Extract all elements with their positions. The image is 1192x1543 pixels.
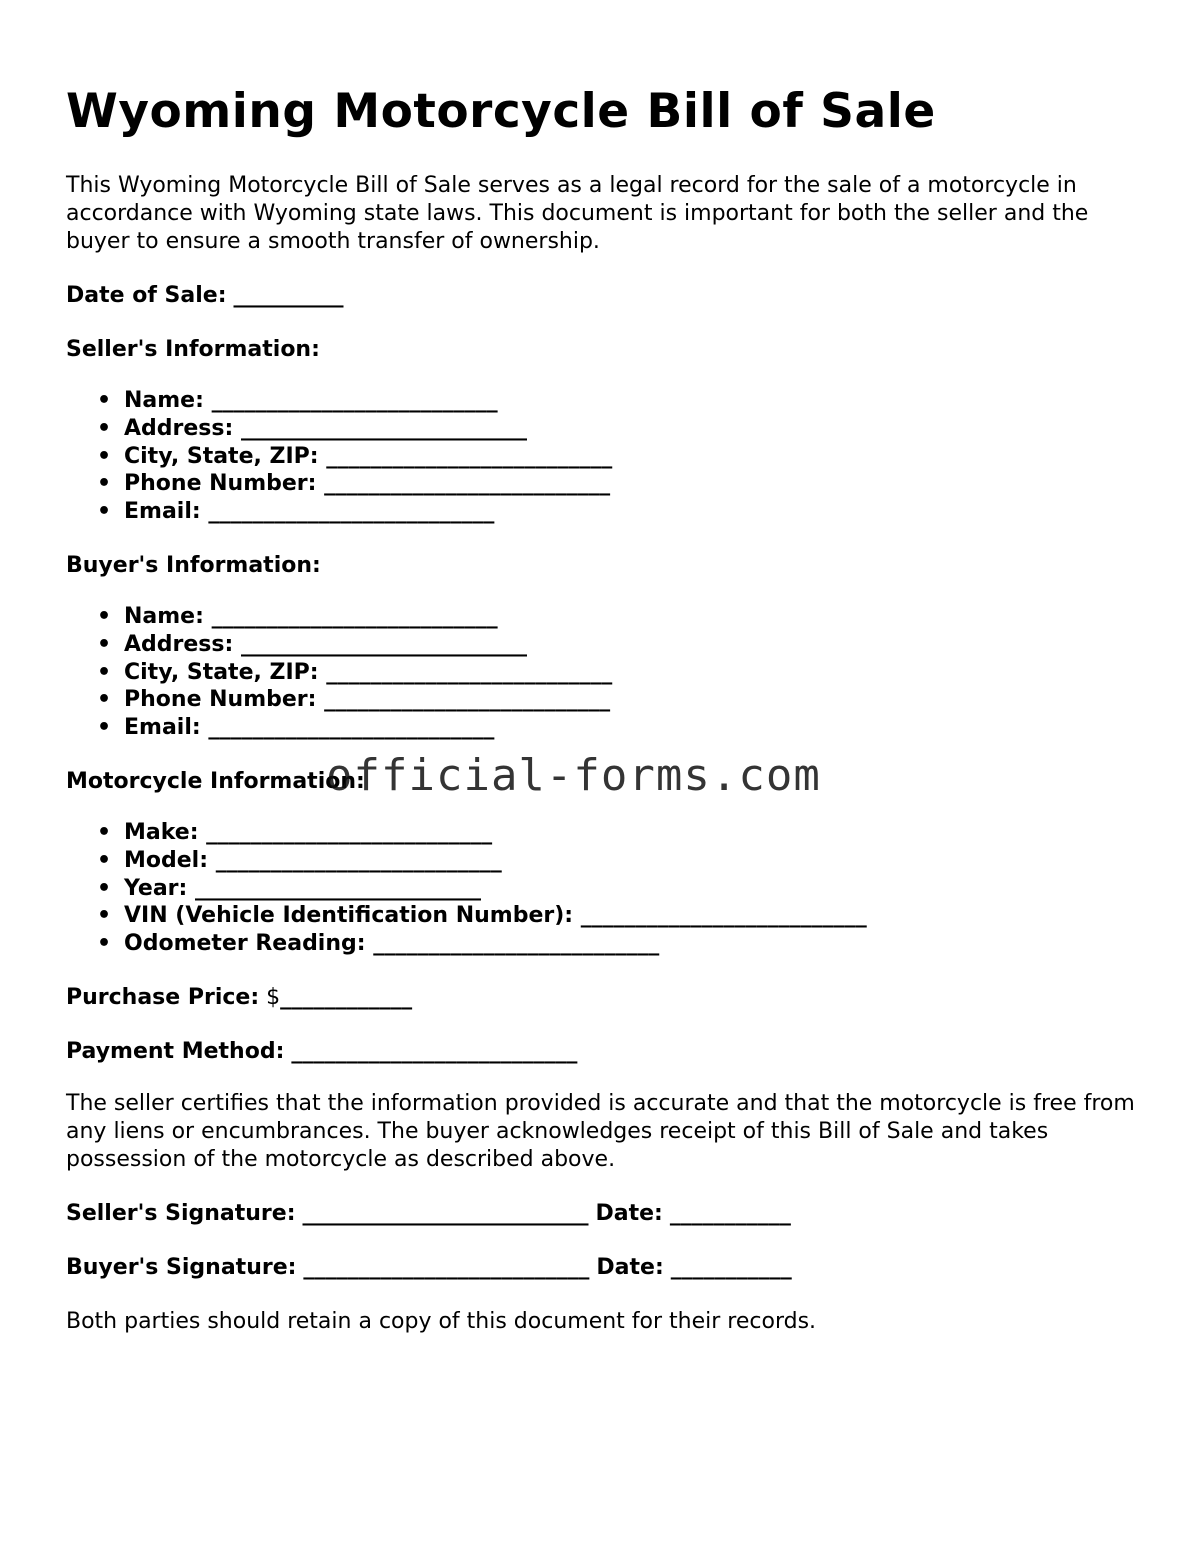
seller-phone-label: Phone Number: bbox=[124, 471, 317, 497]
payment-method-label: Payment Method: bbox=[66, 1038, 285, 1064]
buyer-signature-line bbox=[66, 1254, 1136, 1282]
purchase-price-blank[interactable]: ____________ bbox=[280, 984, 413, 1010]
buyer-signature-blank[interactable]: __________________________ bbox=[303, 1254, 590, 1280]
list-item bbox=[124, 875, 1136, 903]
make-blank[interactable]: __________________________ bbox=[206, 819, 493, 845]
list-item bbox=[124, 930, 1136, 958]
buyer-address-label: Address: bbox=[124, 631, 234, 657]
certification-paragraph: The seller certifies that the information provided is accurate and that the motorcycle is free from any liens or encumbrances. The buyer acknowledges receipt of this Bill of Sale and takes possession of the motorcycle as described above. bbox=[66, 1090, 1135, 1172]
date-of-sale-blank[interactable]: __________ bbox=[233, 283, 344, 308]
list-item bbox=[124, 498, 1136, 526]
seller-signature-label: Seller's Signature: bbox=[66, 1200, 296, 1226]
motorcycle-fields-list bbox=[66, 819, 1136, 958]
seller-city-state-zip-blank[interactable]: __________________________ bbox=[326, 443, 613, 469]
model-label: Model: bbox=[124, 847, 209, 873]
buyer-phone-label: Phone Number: bbox=[124, 687, 317, 713]
document-page bbox=[66, 80, 1136, 1336]
buyer-heading: Buyer's Information: bbox=[66, 552, 321, 578]
purchase-price-line bbox=[66, 984, 1136, 1012]
buyer-address-blank[interactable]: __________________________ bbox=[240, 631, 527, 657]
buyer-fields-list bbox=[66, 603, 1136, 742]
seller-city-state-zip-label: City, State, ZIP: bbox=[124, 443, 319, 469]
buyer-email-blank[interactable]: __________________________ bbox=[208, 715, 495, 741]
seller-signature-line bbox=[66, 1200, 1136, 1228]
purchase-price-label: Purchase Price: bbox=[66, 984, 260, 1010]
date-of-sale-line bbox=[66, 282, 1136, 310]
odometer-label: Odometer Reading: bbox=[124, 931, 366, 957]
year-label: Year: bbox=[124, 875, 188, 901]
buyer-city-state-zip-blank[interactable]: __________________________ bbox=[326, 659, 613, 685]
list-item bbox=[124, 415, 1136, 443]
seller-email-label: Email: bbox=[124, 499, 201, 525]
watermark: official-forms.com bbox=[326, 750, 821, 801]
list-item bbox=[124, 631, 1136, 659]
list-item bbox=[124, 686, 1136, 714]
buyer-date-blank[interactable]: ___________ bbox=[670, 1254, 792, 1280]
seller-signature-blank[interactable]: __________________________ bbox=[302, 1200, 589, 1226]
seller-date-blank[interactable]: ___________ bbox=[669, 1200, 791, 1226]
intro-paragraph: This Wyoming Motorcycle Bill of Sale serves as a legal record for the sale of a motorcycle in accordance with Wyoming state laws. This document is important for both the seller and the buyer to ensure a smooth transfer of ownership. bbox=[66, 173, 1089, 254]
odometer-blank[interactable]: __________________________ bbox=[373, 931, 660, 957]
document-title: Wyoming Motorcycle Bill of Sale bbox=[66, 84, 936, 139]
list-item bbox=[124, 443, 1136, 471]
seller-name-blank[interactable]: __________________________ bbox=[211, 388, 498, 413]
seller-address-label: Address: bbox=[124, 415, 234, 441]
closing-note: Both parties should retain a copy of this document for their records. bbox=[66, 1308, 817, 1334]
buyer-name-blank[interactable]: __________________________ bbox=[211, 603, 498, 629]
seller-date-label: Date: bbox=[595, 1200, 663, 1226]
vin-blank[interactable]: __________________________ bbox=[580, 903, 867, 929]
buyer-date-label: Date: bbox=[596, 1254, 664, 1280]
list-item bbox=[124, 847, 1136, 875]
buyer-name-label: Name: bbox=[124, 603, 204, 629]
list-item bbox=[124, 819, 1136, 847]
make-label: Make: bbox=[124, 819, 199, 845]
currency-symbol: $ bbox=[266, 984, 281, 1010]
list-item bbox=[124, 902, 1136, 930]
seller-phone-blank[interactable]: __________________________ bbox=[324, 471, 611, 497]
seller-fields-list bbox=[66, 387, 1136, 526]
list-item bbox=[124, 714, 1136, 742]
vin-label: VIN (Vehicle Identification Number): bbox=[124, 903, 574, 929]
buyer-phone-blank[interactable]: __________________________ bbox=[324, 687, 611, 713]
list-item bbox=[124, 387, 1136, 415]
list-item bbox=[124, 470, 1136, 498]
payment-method-blank[interactable]: __________________________ bbox=[291, 1038, 578, 1064]
seller-heading: Seller's Information: bbox=[66, 337, 320, 362]
seller-address-blank[interactable]: __________________________ bbox=[240, 415, 527, 441]
date-of-sale-label: Date of Sale: bbox=[66, 283, 227, 308]
buyer-signature-label: Buyer's Signature: bbox=[66, 1254, 297, 1280]
seller-email-blank[interactable]: __________________________ bbox=[208, 499, 495, 525]
seller-name-label: Name: bbox=[124, 388, 204, 413]
buyer-city-state-zip-label: City, State, ZIP: bbox=[124, 659, 319, 685]
motorcycle-heading: Motorcycle Information: bbox=[66, 768, 365, 794]
year-blank[interactable]: __________________________ bbox=[195, 875, 481, 901]
buyer-email-label: Email: bbox=[124, 715, 201, 741]
model-blank[interactable]: __________________________ bbox=[215, 847, 502, 873]
list-item bbox=[124, 603, 1136, 631]
payment-method-line bbox=[66, 1038, 1136, 1066]
list-item bbox=[124, 659, 1136, 687]
